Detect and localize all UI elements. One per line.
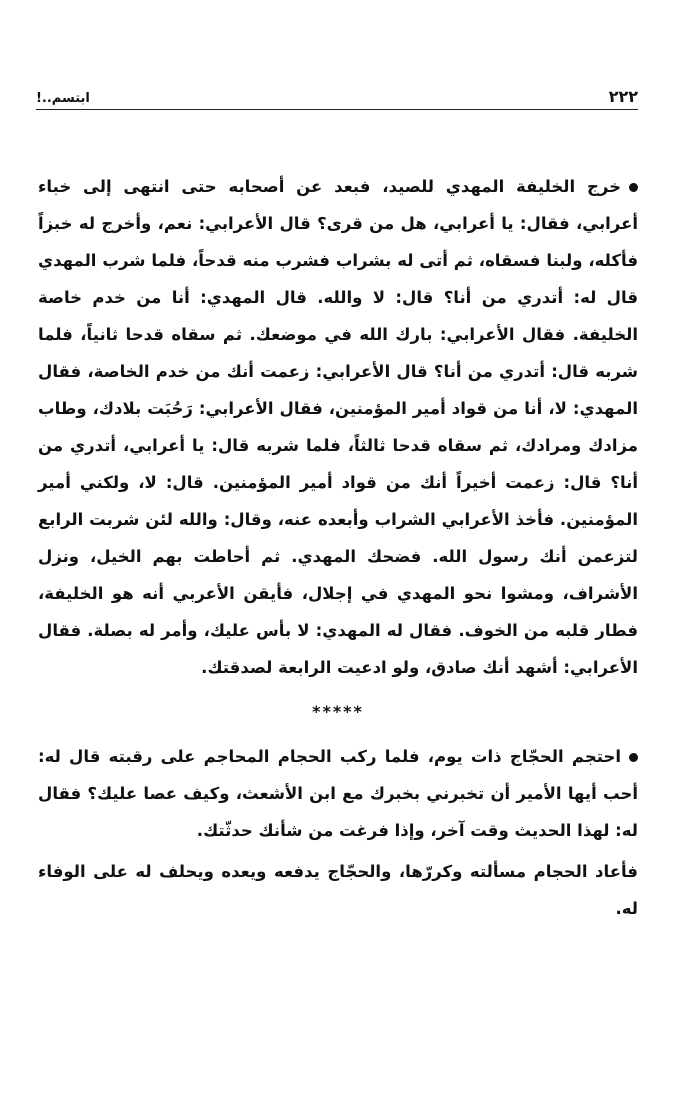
story1-paragraph (38, 168, 638, 686)
page-number: ٢٢٢ (608, 87, 638, 106)
story2-paragraph-1 (38, 738, 638, 849)
bullet-icon (629, 183, 638, 192)
page-header (36, 80, 638, 110)
story1-text: خرج الخليفة المهدي للصيد، فبعد عن أصحابه حتى انتهى إلى خباء أعرابي، فقال: يا أعرابي، هل من قرى؟ قال الأعرابي: نعم، وأخرج له خبزاً فأكله، ولبنا فسقاه، ثم أتى له بشراب فشرب منه قدحاً، فلما شرب المهدي قال له: أتدري من أنا؟ قال: لا والله. قال المهدي: أنا من خدم خاصة الخليفة. فقال الأعرابي: بارك الله في موضعك. ثم سقاه قدحا ثانياً، فلما شربه قال: أتدري من أنا؟ قال الأعرابي: زعمت أنك من خدم الخاصة، فقال المهدي: لا، أنا من قواد أمير المؤمنين، فقال الأعرابي: رَحُبَت بلادك، وطاب مزادك ومرادك، ثم سقاه قدحا ثالثاً، فلما شربه قال: يا أعرابي، أتدري من أنا؟ قال: زعمت أخيراً أنك من قواد أمير المؤمنين. قال: لا، ولكني أمير المؤمنين. فأخذ الأعرابي الشراب وأبعده عنه، وقال: والله لئن شربت الرابع لتزعمن أنك رسول الله. فضحك المهدي. ثم أحاطت بهم الخيل، ونزل الأشراف، ومشوا نحو المهدي في إجلال، فأيقن الأعربي أنه هو الخليفة، فطار قلبه من الخوف. فقال له المهدي: لا بأس عليك، وأمر له بصلة. فقال الأعرابي: أشهد أنك صادق، ولو ادعيت الرابعة لصدقتك. (38, 177, 638, 677)
bullet-icon (629, 753, 638, 762)
page-content (38, 168, 638, 927)
section-separator: ***** (312, 702, 364, 721)
story2-text-1: احتجم الحجّاج ذات يوم، فلما ركب الحجام المحاجم على رقبته قال له: أحب أيها الأمير أن تخبرني بخبرك مع ابن الأشعث، وكيف عصا عليك؟ فقال له: لهذا الحديث وقت آخر، وإذا فرغت من شأنك حدثّتك. (38, 747, 638, 840)
story2-paragraph-2 (38, 853, 638, 927)
story2-text-2: فأعاد الحجام مسألته وكررّها، والحجّاج يدفعه ويعده ويحلف له على الوفاء له. (38, 862, 638, 918)
book-title: ابتسم..! (36, 91, 90, 106)
